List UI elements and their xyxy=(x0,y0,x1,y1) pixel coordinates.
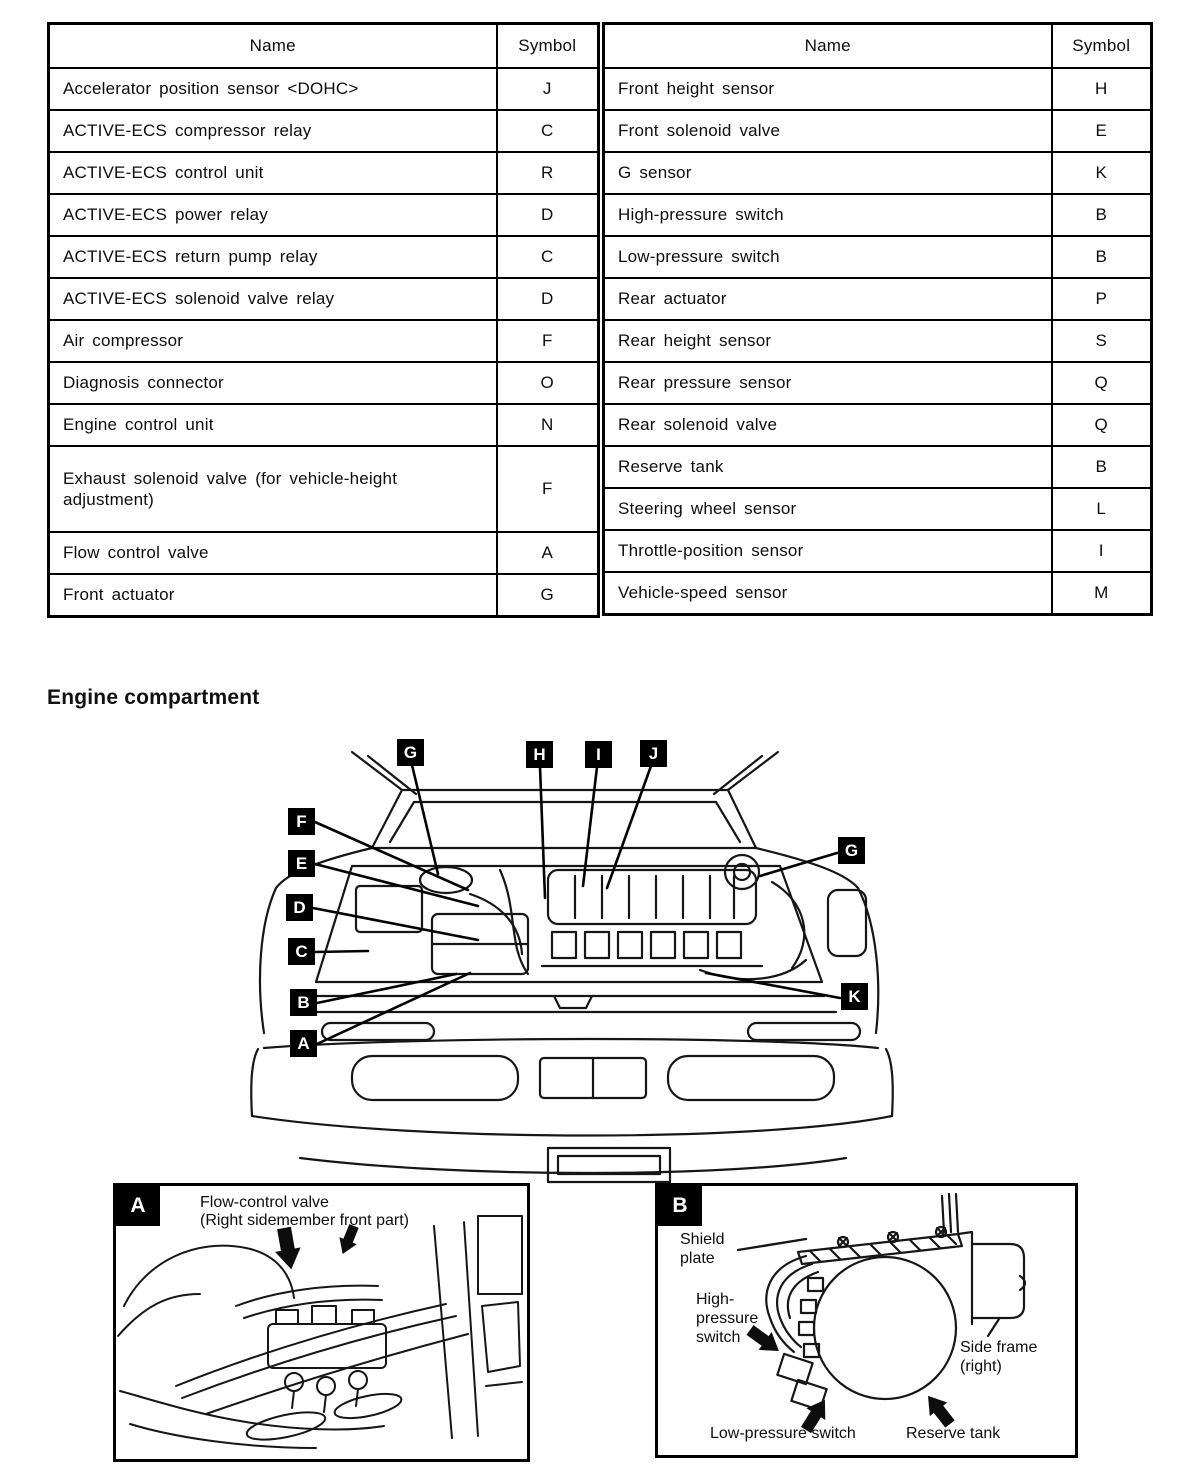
component-symbol-cell: M xyxy=(1052,572,1152,614)
component-name-cell: G sensor xyxy=(604,152,1052,194)
component-symbol-cell: F xyxy=(497,320,599,362)
component-symbol-cell: F xyxy=(497,446,599,532)
component-table-right xyxy=(602,22,1153,616)
component-name-cell: Diagnosis connector xyxy=(49,362,497,404)
component-symbol-cell: A xyxy=(497,532,599,574)
name-header: Name xyxy=(604,24,1052,69)
component-symbol-cell: N xyxy=(497,404,599,446)
component-name-cell: Vehicle-speed sensor xyxy=(604,572,1052,614)
component-name-cell: Throttle-position sensor xyxy=(604,530,1052,572)
component-name-cell: Rear actuator xyxy=(604,278,1052,320)
component-name-cell: Rear pressure sensor xyxy=(604,362,1052,404)
table-header-row xyxy=(604,24,1152,69)
component-symbol-cell: B xyxy=(1052,194,1152,236)
component-name-cell: ACTIVE-ECS solenoid valve relay xyxy=(49,278,497,320)
component-name-cell: Front height sensor xyxy=(604,68,1052,110)
component-symbol-cell: O xyxy=(497,362,599,404)
reserve-tank-label: Reserve tank xyxy=(906,1425,1001,1442)
component-name-cell: Reserve tank xyxy=(604,446,1052,488)
symbol-header: Symbol xyxy=(497,24,599,69)
component-name-cell: High-pressure switch xyxy=(604,194,1052,236)
callout-A: A xyxy=(290,1030,317,1057)
component-name-cell: ACTIVE-ECS compressor relay xyxy=(49,110,497,152)
component-symbol-cell: H xyxy=(1052,68,1152,110)
component-name-cell: Engine control unit xyxy=(49,404,497,446)
detail-box-a xyxy=(113,1183,530,1462)
component-name-cell: Exhaust solenoid valve (for vehicle-height adjustment) xyxy=(49,446,497,532)
component-symbol-cell: L xyxy=(1052,488,1152,530)
table-row xyxy=(604,446,1152,488)
component-symbol-cell: D xyxy=(497,194,599,236)
table-row xyxy=(49,68,599,110)
detail-b-label: B xyxy=(658,1186,702,1226)
component-table-left xyxy=(47,22,600,618)
table-row xyxy=(604,488,1152,530)
component-name-cell: Front actuator xyxy=(49,574,497,616)
callout-E: E xyxy=(288,850,315,877)
table-row xyxy=(604,110,1152,152)
component-name-cell: ACTIVE-ECS control unit xyxy=(49,152,497,194)
table-row xyxy=(49,320,599,362)
component-name-cell: Rear height sensor xyxy=(604,320,1052,362)
component-symbol-cell: D xyxy=(497,278,599,320)
callout-I: I xyxy=(585,741,612,768)
name-header: Name xyxy=(49,24,497,69)
component-name-cell: Steering wheel sensor xyxy=(604,488,1052,530)
component-symbol-cell: K xyxy=(1052,152,1152,194)
low-pressure-switch-label: Low-pressure switch xyxy=(710,1425,856,1442)
table-row xyxy=(604,236,1152,278)
table-row xyxy=(604,530,1152,572)
component-symbol-cell: B xyxy=(1052,236,1152,278)
table-row xyxy=(604,194,1152,236)
table-row xyxy=(49,532,599,574)
component-name-cell: ACTIVE-ECS power relay xyxy=(49,194,497,236)
table-header-row xyxy=(49,24,599,69)
figure-title: Engine compartment xyxy=(47,686,260,709)
table-row xyxy=(49,362,599,404)
engine-compartment-figure xyxy=(0,718,1184,1198)
table-row xyxy=(604,278,1152,320)
detail-a-caption-line2: (Right sidemember front part) xyxy=(200,1212,409,1229)
callout-J: J xyxy=(640,740,667,767)
component-symbol-cell: E xyxy=(1052,110,1152,152)
component-symbol-cell: C xyxy=(497,110,599,152)
table-row xyxy=(49,236,599,278)
detail-a-caption-line1: Flow-control valve xyxy=(200,1194,329,1211)
callout-H: H xyxy=(526,741,553,768)
detail-box-b xyxy=(655,1183,1078,1458)
component-symbol-cell: I xyxy=(1052,530,1152,572)
table-row xyxy=(604,152,1152,194)
callout-C: C xyxy=(288,938,315,965)
component-name-cell: Rear solenoid valve xyxy=(604,404,1052,446)
callout-K: K xyxy=(841,983,868,1010)
component-symbol-cell: C xyxy=(497,236,599,278)
component-name-cell: Front solenoid valve xyxy=(604,110,1052,152)
callout-G-right: G xyxy=(838,837,865,864)
component-name-cell: Low-pressure switch xyxy=(604,236,1052,278)
table-row xyxy=(49,446,599,532)
table-row xyxy=(604,68,1152,110)
component-symbol-cell: Q xyxy=(1052,404,1152,446)
table-row xyxy=(604,320,1152,362)
table-row xyxy=(604,404,1152,446)
table-row xyxy=(604,362,1152,404)
component-symbol-cell: B xyxy=(1052,446,1152,488)
side-frame-label: Side frame (right) xyxy=(960,1339,1038,1376)
detail-a-label: A xyxy=(116,1186,160,1226)
symbol-header: Symbol xyxy=(1052,24,1152,69)
callout-F: F xyxy=(288,808,315,835)
component-symbol-cell: S xyxy=(1052,320,1152,362)
component-name-cell: Air compressor xyxy=(49,320,497,362)
callout-G-top: G xyxy=(397,739,424,766)
table-row xyxy=(49,574,599,616)
component-name-cell: Flow control valve xyxy=(49,532,497,574)
component-symbol-cell: J xyxy=(497,68,599,110)
pointer-arrow xyxy=(744,1321,959,1436)
table-row xyxy=(604,572,1152,614)
component-symbol-cell: P xyxy=(1052,278,1152,320)
high-pressure-switch-label: High-pressure switch xyxy=(696,1291,759,1347)
callout-B: B xyxy=(290,989,317,1016)
table-row xyxy=(49,278,599,320)
engine-compartment-drawing xyxy=(0,718,1184,1198)
table-row xyxy=(49,110,599,152)
component-name-cell: Accelerator position sensor <DOHC> xyxy=(49,68,497,110)
component-symbol-cell: R xyxy=(497,152,599,194)
component-symbol-cell: G xyxy=(497,574,599,616)
shield-plate-label: Shield plate xyxy=(680,1231,725,1268)
component-symbol-cell: Q xyxy=(1052,362,1152,404)
table-row xyxy=(49,194,599,236)
table-row xyxy=(49,152,599,194)
callout-D: D xyxy=(286,894,313,921)
table-row xyxy=(49,404,599,446)
component-name-cell: ACTIVE-ECS return pump relay xyxy=(49,236,497,278)
